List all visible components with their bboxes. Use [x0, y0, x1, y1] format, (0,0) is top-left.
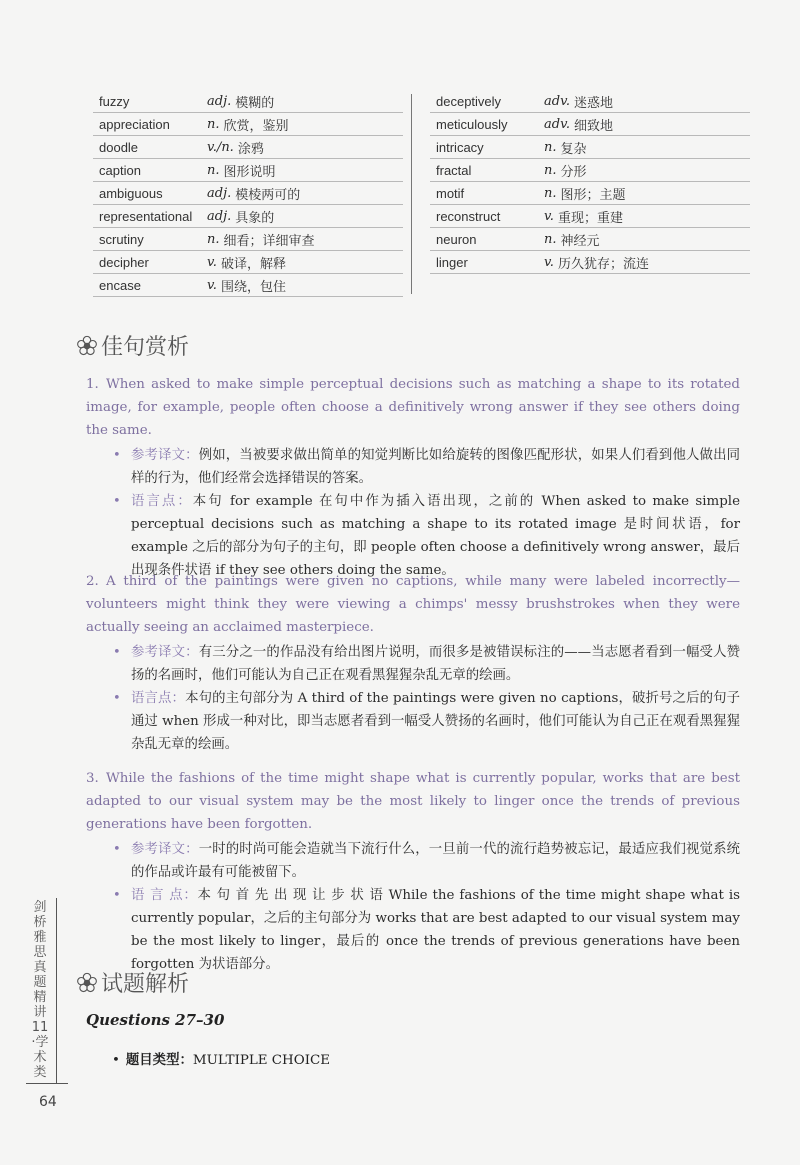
vocab-row: [93, 251, 403, 274]
vocab-def: 细致地: [574, 118, 614, 134]
vocab-pos: adv.: [544, 116, 571, 132]
sentence-text: A third of the paintings were given no captions, while many were labeled incorrectly—volunteers might think they were viewing a chimps' messy brushstrokes when they were actually seeing an acclaimed masterpiece.: [86, 574, 740, 635]
vocab-row: [430, 90, 750, 113]
vocab-def: 欣赏，鉴别: [223, 118, 289, 134]
vocab-word: deceptively: [436, 93, 502, 109]
vocab-row: [430, 228, 750, 251]
vocab-def: 神经元: [560, 233, 600, 249]
vocab-word: doodle: [99, 139, 139, 155]
translation-bullet: [86, 444, 740, 490]
question-type-value: MULTIPLE CHOICE: [192, 1053, 331, 1068]
vocab-word: meticulously: [436, 116, 508, 132]
vocab-word: representational: [99, 208, 193, 224]
vocab-def: 具象的: [235, 210, 275, 226]
page-number: 64: [39, 1094, 57, 1110]
vocab-row: [93, 136, 403, 159]
page-number-rule: [26, 1083, 68, 1084]
vocab-column-left: [93, 90, 403, 297]
flower-icon: [76, 972, 98, 994]
vocab-row: [93, 90, 403, 113]
vocab-def: 破译，解释: [220, 256, 286, 272]
vocab-word: fractal: [436, 162, 472, 178]
translation-bullet: [86, 641, 740, 687]
vocabulary-table: [93, 90, 760, 295]
vocab-word: caption: [99, 162, 141, 178]
vocab-row: [430, 205, 750, 228]
vocab-pos: v./n.: [207, 139, 234, 155]
vocab-pos: n.: [544, 162, 557, 178]
vocab-divider: [411, 94, 412, 294]
vocab-pos: v.: [207, 277, 217, 293]
vocab-row: [430, 113, 750, 136]
vocab-row: [430, 136, 750, 159]
vocab-def: 历久犹存；流连: [557, 256, 649, 272]
section-title: 佳句赏析: [101, 335, 190, 360]
sentence-text: While the fashions of the time might shape what is currently popular, works that are best adapted to our visual system may be the most likely to linger once the trends of previous generations have been forgotten.: [86, 771, 740, 832]
section-heading-sentences: [76, 330, 189, 361]
vocab-row: [93, 182, 403, 205]
vocab-pos: v.: [544, 254, 554, 270]
vocab-row: [93, 228, 403, 251]
vocab-row: [93, 113, 403, 136]
sentence-item: [86, 767, 740, 976]
sentence-text: When asked to make simple perceptual decisions such as matching a shape to its rotated image, for example, people often choose a definitively wrong answer if they see others doing the same.: [86, 377, 740, 438]
translation-bullet: [86, 838, 740, 884]
vocab-column-right: [430, 90, 750, 274]
note-tag: 语言点：: [131, 494, 193, 509]
translation-tag: 参考译文：: [131, 842, 199, 857]
vocab-word: neuron: [436, 231, 477, 247]
vocab-word: motif: [436, 185, 465, 201]
vocab-pos: adv.: [544, 93, 571, 109]
vocab-row: [430, 159, 750, 182]
vocab-word: scrutiny: [99, 231, 144, 247]
sentence-english: [86, 570, 740, 639]
vocab-pos: n.: [207, 231, 220, 247]
vocab-row: [430, 182, 750, 205]
vocab-word: encase: [99, 277, 141, 293]
vocab-def: 模棱两可的: [235, 187, 301, 203]
vocab-pos: adj.: [207, 93, 232, 109]
vocab-pos: v.: [544, 208, 554, 224]
note-bullet: [86, 884, 740, 976]
section-heading-analysis: [76, 967, 189, 998]
bullet-icon: •: [112, 1053, 120, 1068]
translation-text: 例如，当被要求做出简单的知觉判断比如给旋转的图像匹配形状，如果人们看到他人做出同样的行为，他们经常会选择错误的答案。: [131, 448, 741, 486]
vocab-def: 围绕，包住: [220, 279, 286, 295]
note-text: 本句 for example 在句中作为插入语出现，之前的 When asked to make simple perceptual decisions such as matching a shape to its rotated image 是时间状语，for example 之后的部分为句子的主句，即 people often choose a definitively wrong answer，最后出现条件状语 if they see others doing the same。: [131, 494, 741, 578]
vocab-row: [430, 251, 750, 274]
vocab-def: 重现；重建: [557, 210, 623, 226]
vocab-def: 涂鸦: [237, 141, 264, 157]
questions-heading: Questions 27–30: [86, 1011, 225, 1029]
sentence-number: 2.: [86, 574, 99, 589]
question-type-label: 题目类型：: [125, 1052, 193, 1068]
vocab-def: 图形；主题: [560, 187, 626, 203]
note-tag: 语言点：: [131, 691, 186, 706]
note-text: 本句的主句部分为 A third of the paintings were given no captions，破折号之后的句子通过 when 形成一种对比，即当志愿者看到一幅受人赞扬的名画时，他们可能认为自己正在观看黑猩猩杂乱无章的绘画。: [131, 691, 741, 752]
vocab-word: intricacy: [436, 139, 484, 155]
vocab-def: 细看；详细审查: [223, 233, 315, 249]
translation-text: 有三分之一的作品没有给出图片说明，而很多是被错误标注的——当志愿者看到一幅受人赞扬的名画时，他们可能认为自己正在观看黑猩猩杂乱无章的绘画。: [131, 645, 741, 683]
vocab-pos: n.: [207, 162, 220, 178]
book-spine-title: 剑桥雅思真题精讲11·学术类: [31, 900, 49, 1080]
vocab-pos: n.: [544, 231, 557, 247]
vocab-row: [93, 159, 403, 182]
flower-icon: [76, 335, 98, 357]
note-bullet: [86, 490, 740, 582]
vocab-word: reconstruct: [436, 208, 501, 224]
vocab-def: 分形: [560, 164, 587, 180]
note-tag: 语 言 点：: [131, 888, 198, 903]
vocab-pos: adj.: [207, 208, 232, 224]
vocab-word: decipher: [99, 254, 149, 270]
translation-text: 一时的时尚可能会造就当下流行什么，一旦前一代的流行趋势被忘记，最适应我们视觉系统的作品或许最有可能被留下。: [131, 842, 741, 880]
note-bullet: [86, 687, 740, 756]
vocab-word: linger: [436, 254, 468, 270]
section-title: 试题解析: [101, 972, 190, 997]
vocab-def: 图形说明: [223, 164, 276, 180]
vocab-pos: n.: [207, 116, 220, 132]
vocab-row: [93, 274, 403, 297]
translation-tag: 参考译文：: [131, 448, 199, 463]
vocab-pos: n.: [544, 185, 557, 201]
vocab-word: ambiguous: [99, 185, 163, 201]
vocab-pos: v.: [207, 254, 217, 270]
sentence-item: [86, 373, 740, 582]
spine-divider: [56, 898, 57, 1083]
vocab-pos: adj.: [207, 185, 232, 201]
question-type: [112, 1049, 330, 1068]
sentence-number: 3.: [86, 771, 99, 786]
vocab-row: [93, 205, 403, 228]
sentence-english: [86, 767, 740, 836]
vocab-def: 复杂: [560, 141, 587, 157]
sentence-item: [86, 570, 740, 756]
sentence-number: 1.: [86, 377, 99, 392]
note-text: 本 句 首 先 出 现 让 步 状 语 While the fashions of the time might shape what is currently popular，之后的主句部分为 works that are best adapted to our visual system may be the most likely to linger，最后的 once the trends of previous generations have been forgotten 为状语部分。: [131, 888, 741, 972]
vocab-def: 迷惑地: [574, 95, 614, 111]
vocab-def: 模糊的: [235, 95, 275, 111]
vocab-word: fuzzy: [99, 93, 130, 109]
vocab-pos: n.: [544, 139, 557, 155]
translation-tag: 参考译文：: [131, 645, 199, 660]
sentence-english: [86, 373, 740, 442]
vocab-word: appreciation: [99, 116, 170, 132]
